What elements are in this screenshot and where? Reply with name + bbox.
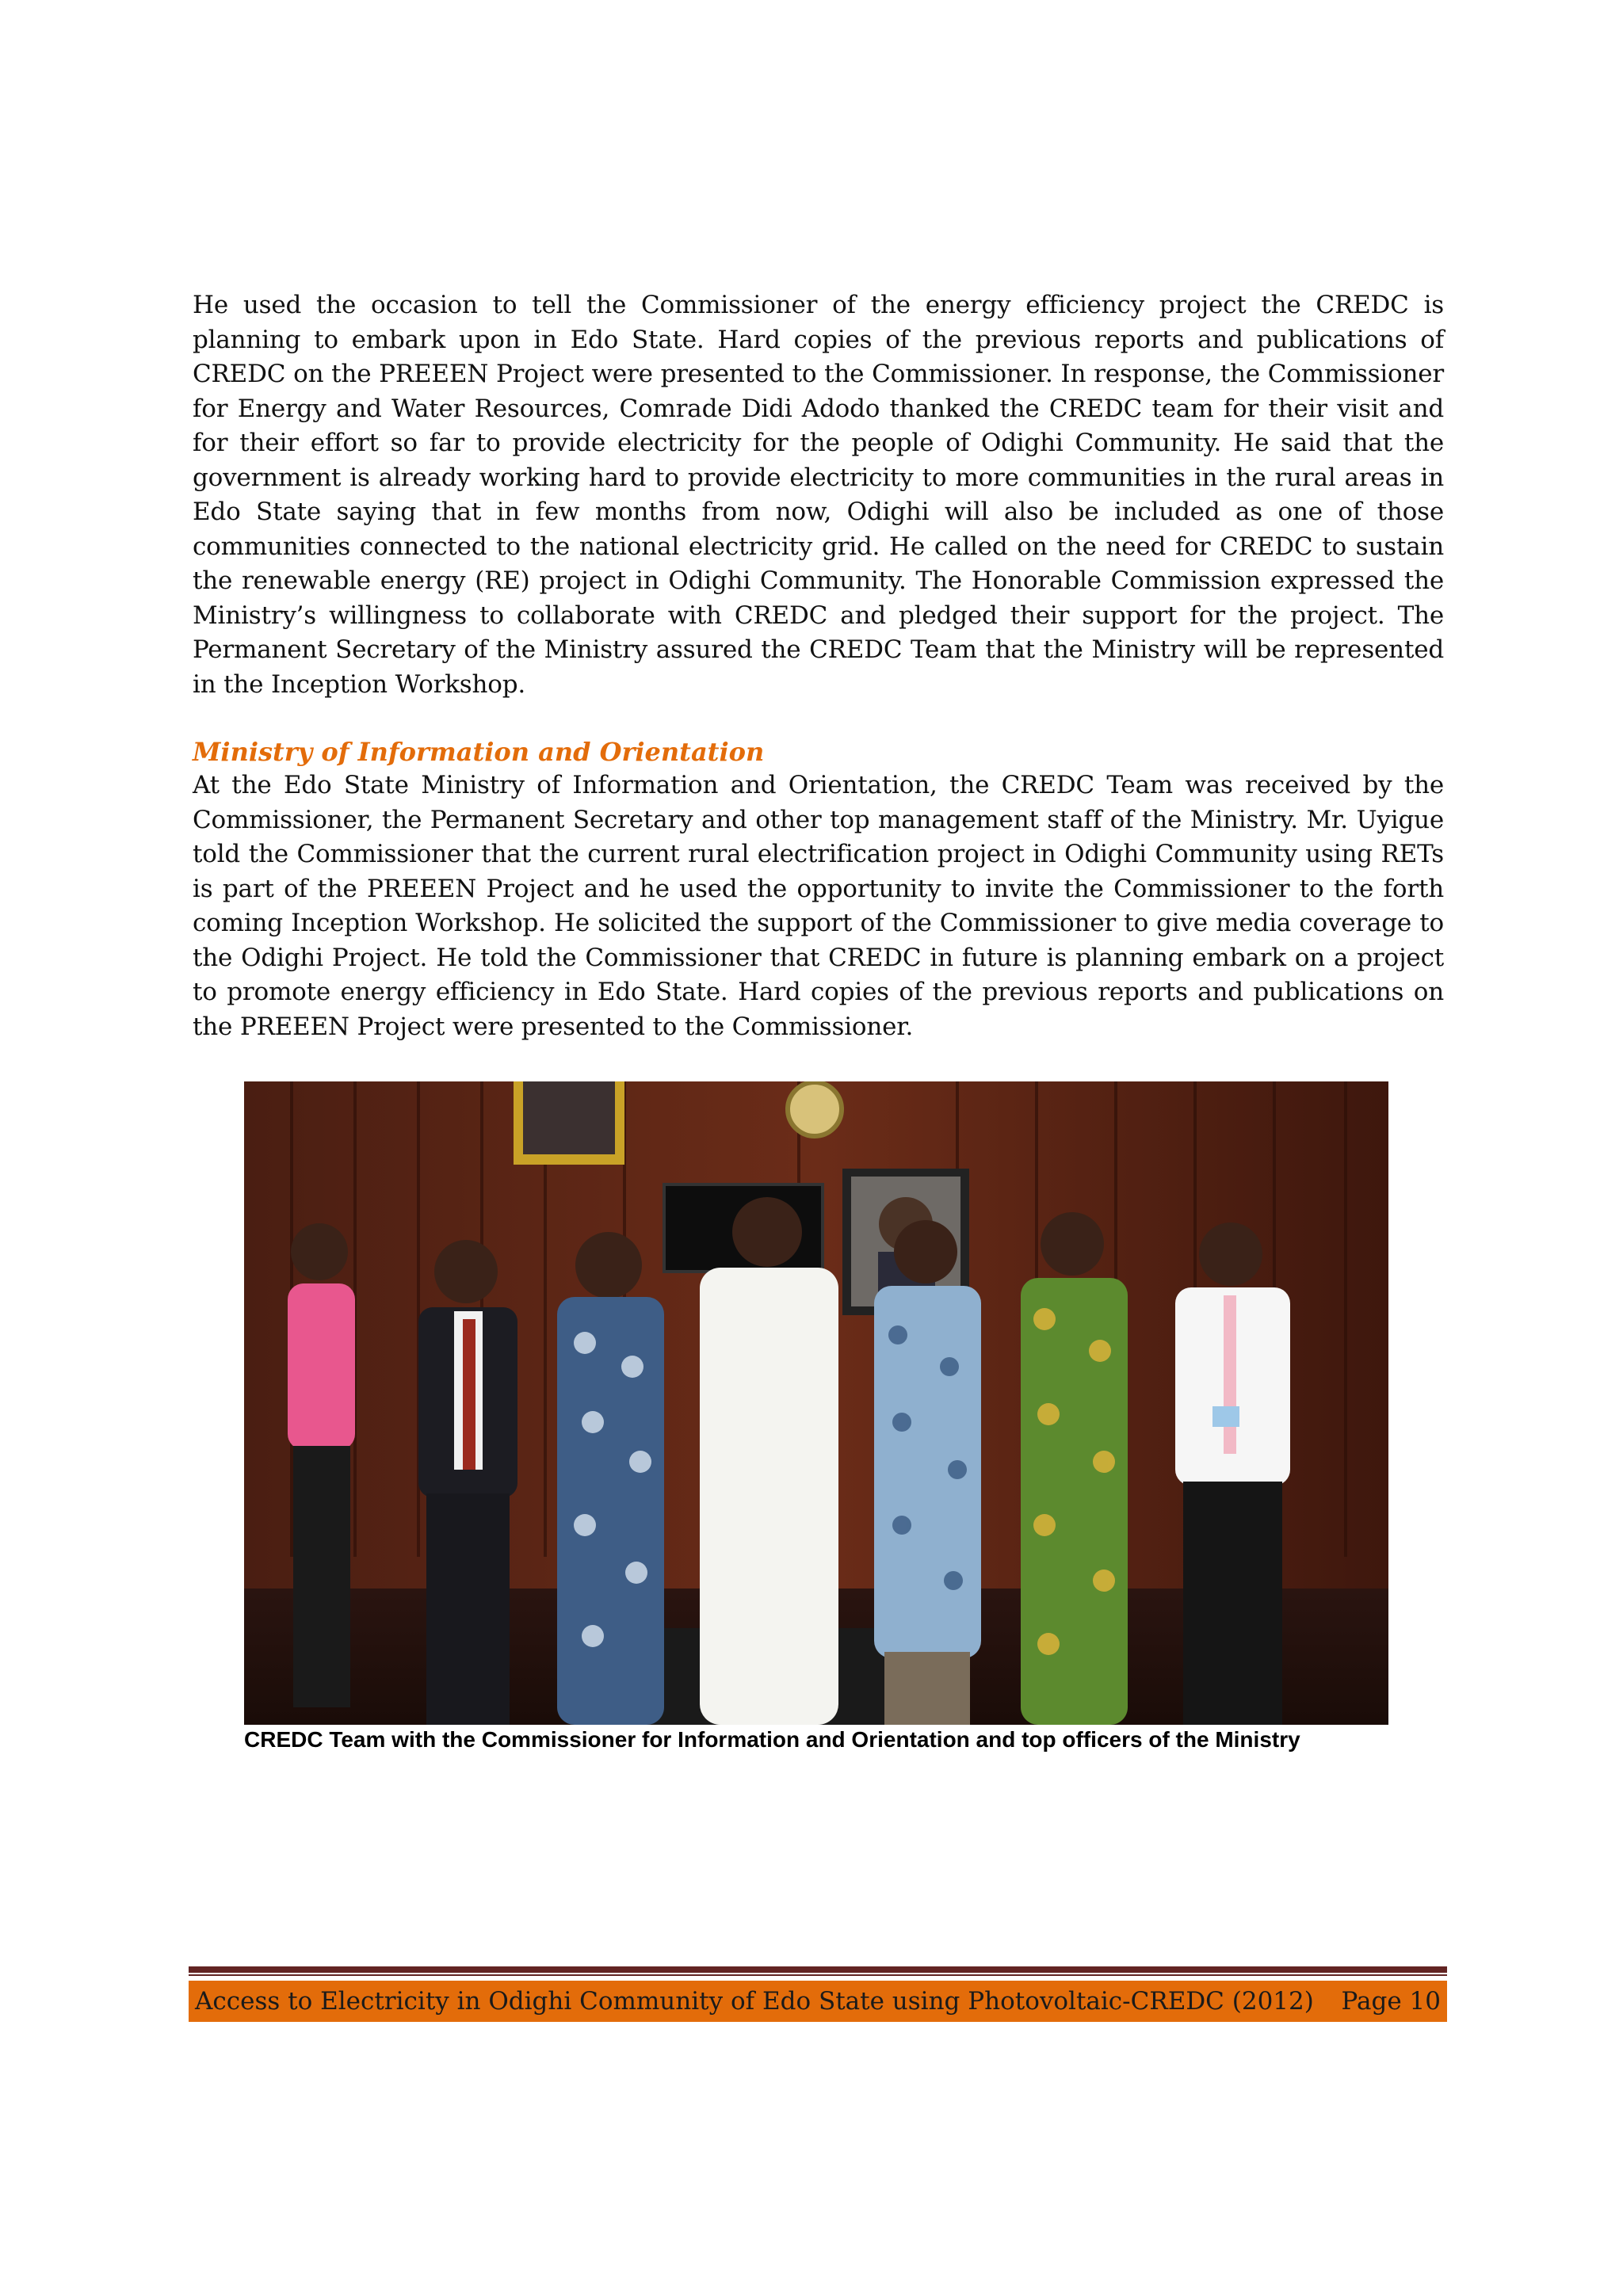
- section-heading: Ministry of Information and Orientation: [193, 737, 765, 767]
- page-body: [193, 288, 1444, 1044]
- footer-rule-thin: [189, 1974, 1447, 1976]
- footer-title: Access to Electricity in Odighi Community of Edo State using Photovoltaic-CREDC (2012): [195, 1987, 1314, 2016]
- paragraph-information-ministry: At the Edo State Ministry of Information and Orientation, the CREDC Team was received by the Commissioner, the Permanent Secretary and other top management staff of the Ministry. Mr. Uyigue told the Commissioner that the current rural electrification project in Odighi Community using RETs is part of the PREEEN Project and he used the opportunity to invite the Commissioner to the forth coming Inception Workshop. He solicited the support of the Commissioner to give media coverage to the Odighi Project. He told the Commissioner that CREDC in future is planning embark on a project to promote energy efficiency in Edo State. Hard copies of the previous reports and publications on the PREEEN Project were presented to the Commissioner.: [193, 771, 1444, 1041]
- paragraph-energy-commissioner: He used the occasion to tell the Commissioner of the energy efficiency project the CREDC is planning to embark upon in Edo State. Hard copies of the previous reports and publications of CREDC on the PREEEN Project were presented to the Commissioner. In response, the Commissioner for Energy and Water Resources, Comrade Didi Adodo thanked the CREDC team for their visit and for their effort so far to provide electricity for the people of Odighi Community. He said that the government is already working hard to provide electricity to more communities in the rural areas in Edo State saying that in few months from now, Odighi will also be included as one of those communities connected to the national electricity grid. He called on the need for CREDC to sustain the renewable energy (RE) project in Odighi Community. The Honorable Commission expressed the Ministry’s willingness to collaborate with CREDC and pledged their support for the project. The Permanent Secretary of the Ministry assured the CREDC Team that the Ministry will be represented in the Inception Workshop.: [193, 291, 1444, 699]
- page-footer: [189, 1981, 1447, 2022]
- footer-rule-thick: [189, 1966, 1447, 1973]
- group-photo: [244, 1081, 1388, 1725]
- footer-page-number: Page 10: [1341, 1987, 1441, 2016]
- photo-caption: CREDC Team with the Commissioner for Information and Orientation and top officers of the Ministry: [244, 1727, 1300, 1752]
